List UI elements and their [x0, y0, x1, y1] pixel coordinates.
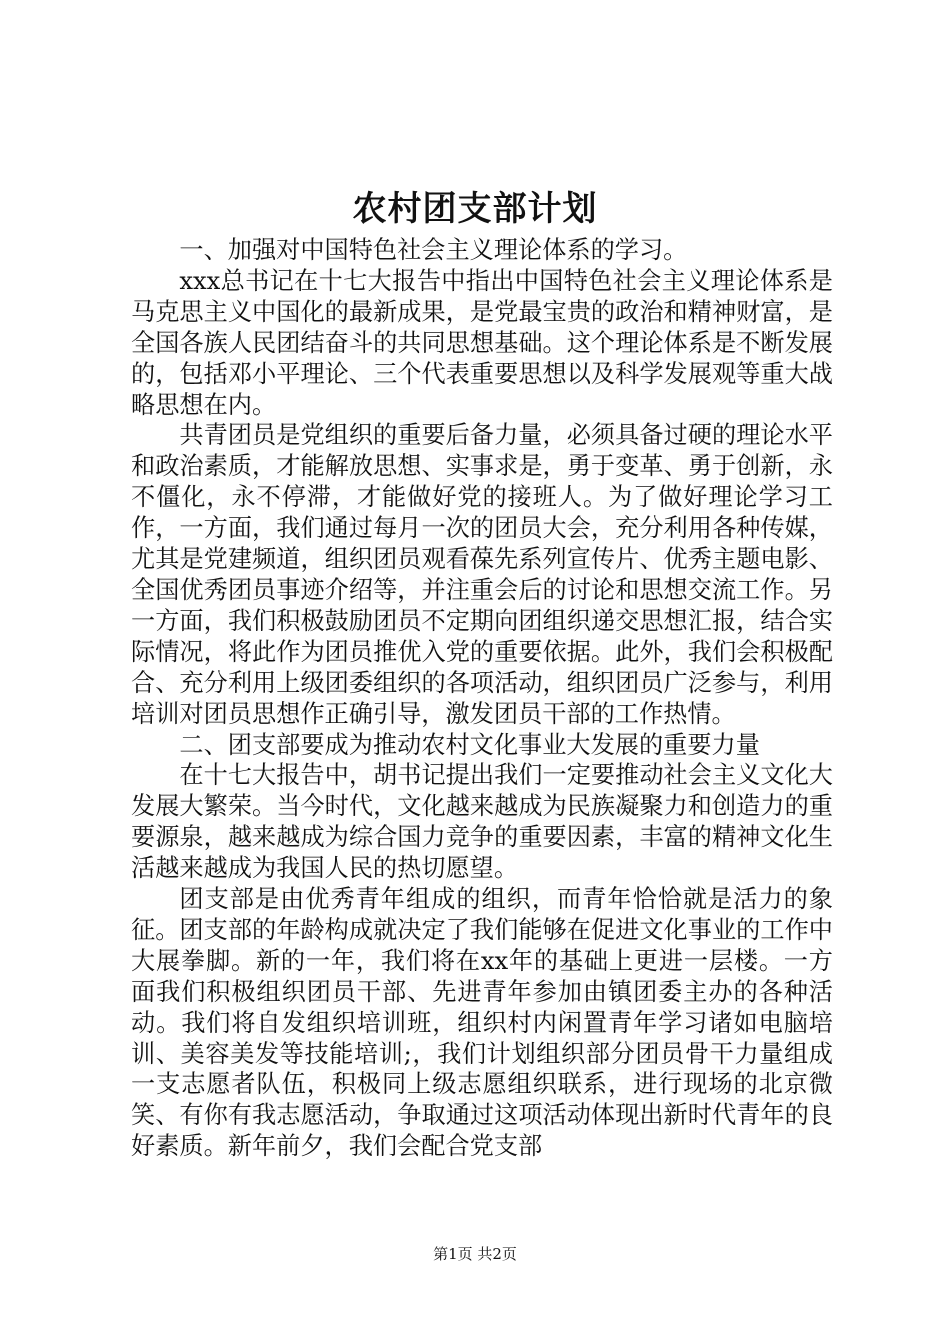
document-title: 农村团支部计划: [352, 189, 598, 229]
paragraph: 共青团员是党组织的重要后备力量，必须具备过硬的理论水平和政治素质，才能解放思想、实事求是，勇于变革、勇于创新，永不僵化，永不停滞，才能做好党的接班人。为了做好理论学习工作，一方面，我们通过每月一次的团员大会，充分利用各种传媒，尤其是党建频道，组织团员观看葆先系列宣传片、优秀主题电影、全国优秀团员事迹介绍等，并注重会后的讨论和思想交流工作。另一方面，我们积极鼓励团员不定期向团组织递交思想汇报，结合实际情况，将此作为团员推优入党的重要依据。此外，我们会积极配合、充分利用上级团委组织的各项活动，组织团员广泛参与，利用培训对团员思想作正确引导，激发团员干部的工作热情。: [131, 421, 833, 728]
section-heading-1: 一、加强对中国特色社会主义理论体系的学习。: [179, 236, 688, 264]
paragraph: 在十七大报告中，胡书记提出我们一定要推动社会主义文化大发展大繁荣。当今时代，文化越来越成为民族凝聚力和创造力的重要源泉，越来越成为综合国力竞争的重要因素，丰富的精神文化生活越来越成为我国人民的热切愿望。: [131, 761, 833, 883]
section-heading-2: 二、团支部要成为推动农村文化事业大发展的重要力量: [179, 730, 760, 759]
page-footer: 第1页 共2页: [433, 1245, 517, 1263]
paragraph: xxx总书记在十七大报告中指出中国特色社会主义理论体系是马克思主义中国化的最新成果，是党最宝贵的政治和精神财富，是全国各族人民团结奋斗的共同思想基础。这个理论体系是不断发展的，包括邓小平理论、三个代表重要思想以及科学发展观等重大战略思想在内。: [131, 266, 833, 419]
paragraph: 团支部是由优秀青年组成的组织，而青年恰恰就是活力的象征。团支部的年龄构成就决定了我们能够在促进文化事业的工作中大展拳脚。新的一年，我们将在xx年的基础上更进一层楼。一方面我们积极组织团员干部、先进青年参加由镇团委主办的各种活动。我们将自发组织培训班，组织村内闲置青年学习诸如电脑培训、美容美发等技能培训;，我们计划组织部分团员骨干力量组成一支志愿者队伍，积极同上级志愿组织联系，进行现场的北京微笑、有你有我志愿活动，争取通过这项活动体现出新时代青年的良好素质。新年前夕，我们会配合党支部: [131, 885, 833, 1161]
document-body: [131, 235, 833, 1162]
